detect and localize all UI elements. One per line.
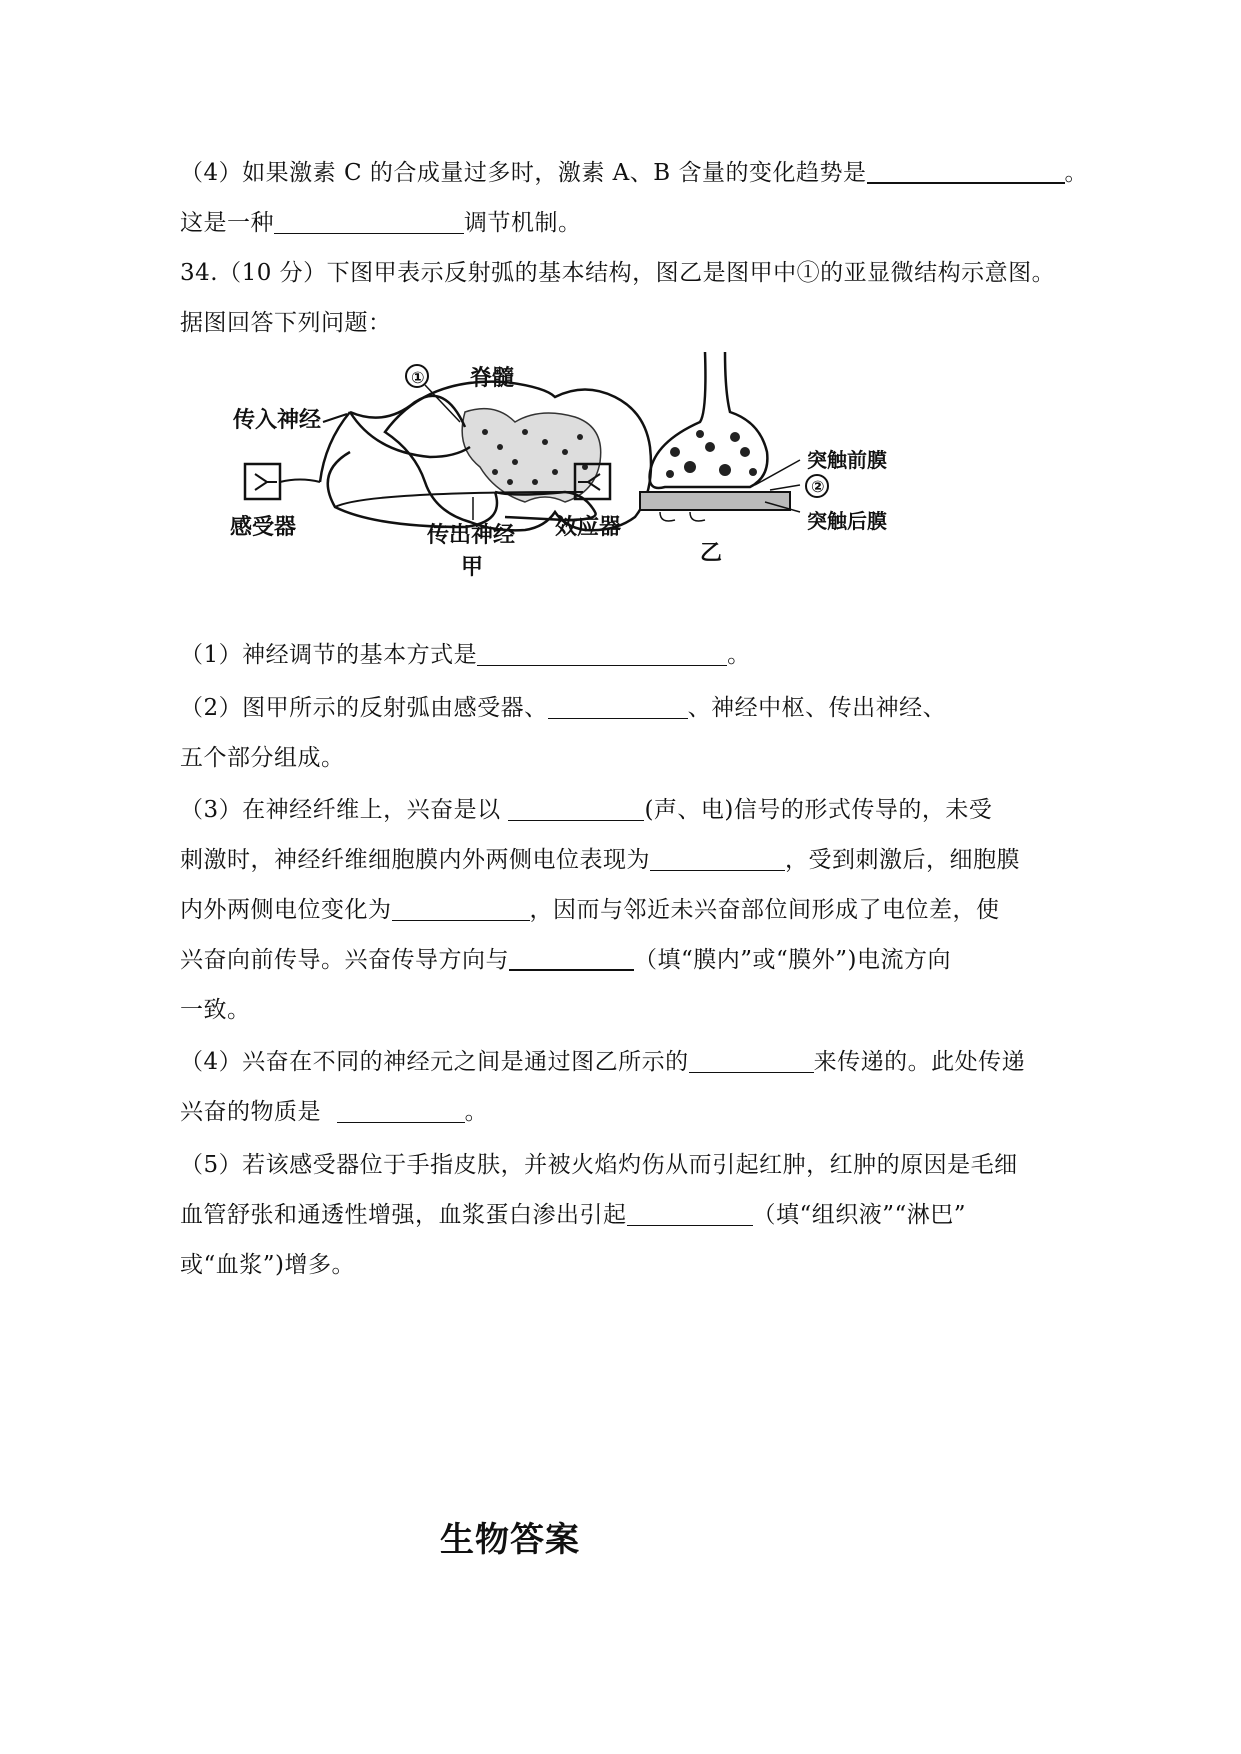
p3-text-e: 内外两侧电位变化为	[180, 897, 392, 923]
fig-yi-label: 乙	[700, 541, 723, 566]
q34-instruction: 据图回答下列问题：	[180, 310, 392, 336]
p3-line1	[180, 795, 992, 825]
fig-presynaptic-label: 突触前膜	[807, 448, 887, 472]
p3-text-c: 刺激时，神经纤维细胞膜内外两侧电位表现为	[180, 847, 650, 873]
p4-line1	[180, 1047, 1025, 1077]
fig-efferent-label: 传出神经	[427, 523, 516, 548]
p1-period: 。	[727, 642, 751, 668]
fig-circle2: ②	[811, 477, 825, 496]
p3-text-d: ，受到刺激后，细胞膜	[785, 847, 1020, 873]
p3-text-b: (声、电)信号的形式传导的，未受	[644, 797, 993, 823]
p4-text-a: （4）兴奋在不同的神经元之间是通过图乙所示的	[180, 1049, 689, 1075]
p3-line3	[180, 895, 1000, 925]
grey-matter	[462, 409, 601, 502]
q33-4-line1	[180, 158, 1088, 188]
p4-line2	[180, 1097, 488, 1127]
q33-4-text3: 调节机制。	[464, 210, 582, 236]
p5-line3: 或“血浆”)增多。	[180, 1252, 355, 1278]
p2-line1	[180, 693, 946, 723]
answer-title: 生物答案	[440, 1520, 580, 1560]
answer-blank[interactable]	[392, 898, 530, 921]
fig-jia-label: 甲	[461, 555, 484, 580]
fig-afferent-label: 传入神经	[233, 408, 322, 433]
p3-text-h: （填“膜内”或“膜外”)电流方向	[634, 947, 952, 973]
answer-blank[interactable]	[689, 1050, 814, 1073]
p2-line2: 五个部分组成。	[180, 745, 345, 771]
p2-text: （2）图甲所示的反射弧由感受器、	[180, 695, 548, 721]
q34-heading: 34.（10 分）下图甲表示反射弧的基本结构，图乙是图甲中①的亚显微结构示意图。	[180, 260, 1056, 286]
p5-line2	[180, 1200, 966, 1230]
q33-4-text: （4）如果激素 C 的合成量过多时，激素 A、B 含量的变化趋势是	[180, 160, 867, 186]
answer-blank[interactable]	[337, 1100, 465, 1123]
p1-text: （1）神经调节的基本方式是	[180, 642, 478, 668]
fig-spinal-cord-label: 脊髓	[470, 366, 515, 391]
p2-text2: 、神经中枢、传出神经、	[687, 695, 947, 721]
q33-4-line2	[180, 208, 582, 238]
p4-text-c: 兴奋的物质是	[180, 1099, 321, 1125]
answer-blank[interactable]	[274, 211, 464, 234]
synaptic-knob	[650, 352, 768, 488]
reflex-arc-figure	[230, 352, 1015, 637]
synaptic-vesicles	[666, 430, 757, 478]
fig-receptor-label: 感受器	[230, 515, 297, 540]
p3-text-a: （3）在神经纤维上，兴奋是以	[180, 797, 501, 823]
p5-line1: （5）若该感受器位于手指皮肤，并被火焰灼伤从而引起红肿，红肿的原因是毛细	[180, 1152, 1018, 1178]
fig-circle1: ①	[411, 368, 425, 387]
fig-effector-label: 效应器	[555, 515, 622, 540]
p1-line	[180, 640, 751, 670]
p4-text-b: 来传递的。此处传递	[813, 1049, 1026, 1075]
p3-text-f: ，因而与邻近未兴奋部位间形成了电位差，使	[529, 897, 1000, 923]
p5-text-b: 血管舒张和通透性增强，血浆蛋白渗出引起	[180, 1202, 627, 1228]
answer-blank[interactable]	[650, 848, 785, 871]
q33-4-period: 。	[1064, 160, 1088, 186]
answer-blank[interactable]	[867, 160, 1065, 184]
answer-blank[interactable]	[477, 643, 727, 666]
q33-4-text2: 这是一种	[180, 210, 274, 236]
p3-line5: 一致。	[180, 997, 251, 1023]
p3-line2	[180, 845, 1020, 875]
p3-text-g: 兴奋向前传导。兴奋传导方向与	[180, 947, 509, 973]
answer-blank[interactable]	[548, 696, 688, 719]
p3-line4	[180, 945, 951, 975]
answer-blank[interactable]	[627, 1203, 753, 1226]
p5-text-c: （填“组织液”“淋巴”	[752, 1202, 967, 1228]
answer-blank[interactable]	[508, 798, 644, 821]
answer-blank[interactable]	[509, 947, 634, 971]
fig-postsynaptic-label: 突触后膜	[807, 509, 887, 533]
postsynaptic-membrane	[640, 492, 790, 510]
p4-text-d: 。	[464, 1099, 489, 1125]
